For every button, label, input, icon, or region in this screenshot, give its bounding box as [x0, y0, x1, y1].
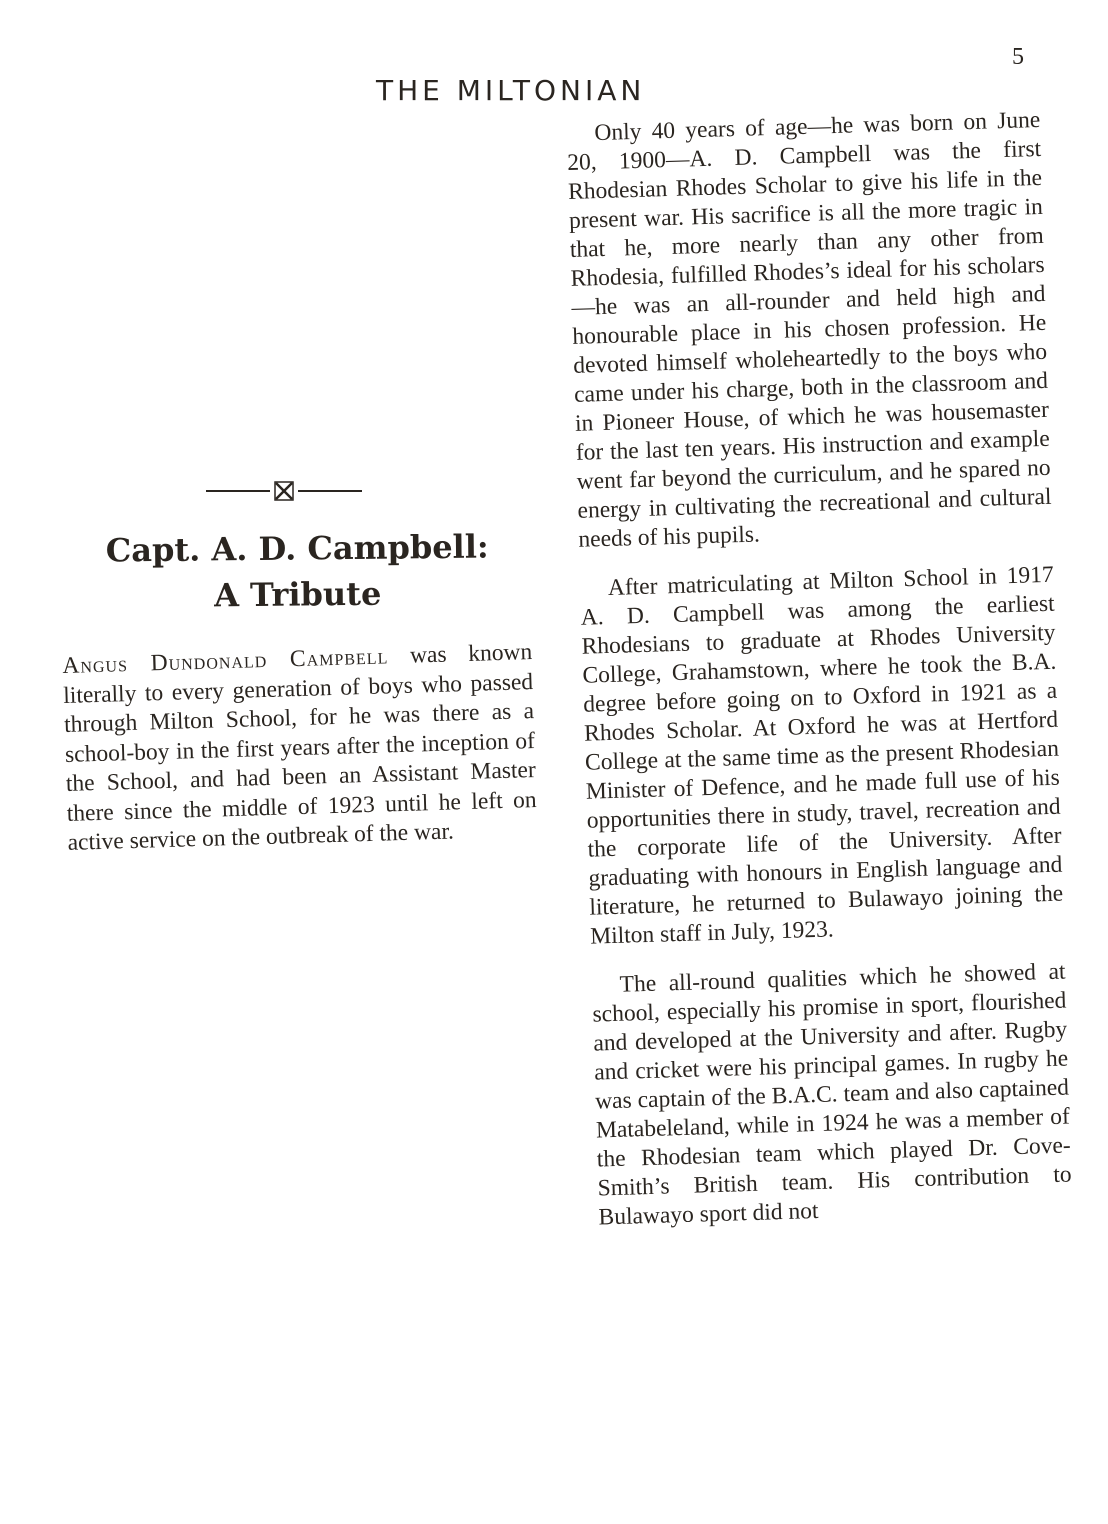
body-paragraph-2: After matriculating at Milton School in 1917 A. D. Campbell was among the earliest Rhodesians to graduate at Rhodes University College, Grahamstown, where he took the B.A. degree before going on to Oxford in 1921 as a Rhodes Scholar. At Oxford he was at Hertford College at the same time as the present Rhodesian Minister of Defence, and he made full use of his opportunities there in study, travel, recreation and the corporate life of the University. After graduating with honours in English language and literature, he returned to Bulawayo joining the Milton staff in July, 1923.	[580, 561, 1064, 950]
title-line-2: A Tribute	[213, 574, 382, 615]
body-paragraph-3: The all-round qualities which he showed at school, especially his promise in sport, flourished and developed at the University and after. Rugby and cricket were his principal games. In rugby he was captain of the B.A.C. team and also captained Matabeleland, while in 1924 he was a member of the Rhodesian team which played Dr. Cove-Smith’s British team. His contribution to Bulawayo sport did not	[592, 958, 1072, 1231]
right-column	[566, 106, 1073, 1253]
intro-paragraph	[62, 638, 538, 858]
running-head: THE MILTONIAN	[376, 74, 646, 107]
article-title	[62, 523, 533, 620]
cross-ornament-icon	[206, 478, 362, 502]
section-ornament	[206, 478, 362, 502]
title-line-1: Capt. A. D. Campbell:	[105, 527, 489, 570]
page-number: 5	[1012, 44, 1024, 70]
intro-name: Angus Dundonald Campbell	[62, 643, 389, 679]
body-paragraph-1: Only 40 years of age—he was born on June 20, 1900—A. D. Campbell was the first Rhodesian Rhodes Scholar to give his life in the present war. His sacrifice is all the more tragic in that he, more nearly than any other from Rhodesia, fulfilled Rhodes’s ideal for his scholars—he was an all-rounder and held high and honourable place in his chosen profession. He devoted himself wholeheartedly to the boys who came under his charge, both in the classroom and in Pioneer House, of which he was housemaster for the last ten years. His instruction and example went far beyond the curriculum, and he spared no energy in cultivating the recreational and cultural needs of his pupils.	[566, 106, 1052, 553]
intro-text: was known literally to every generation of boys who passed through Milton School, for he was there as a school-boy in the first years after the inception of the School, and had been an Assistant Master there since the middle of 1923 until he left on active service on the outbreak of the war.	[62, 639, 537, 856]
